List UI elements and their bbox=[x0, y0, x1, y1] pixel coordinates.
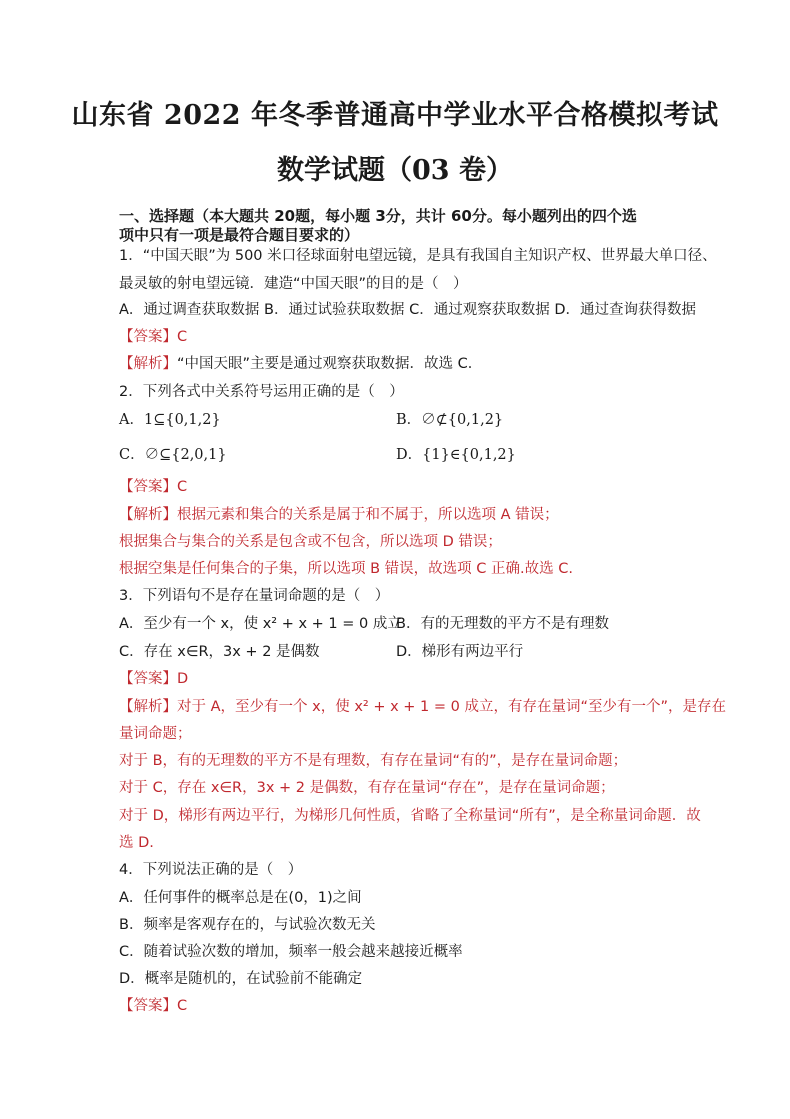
analysis-tag: 【解析】 bbox=[119, 699, 177, 715]
q3-option-c: C．存在 x∈R，3x + 2 是偶数 bbox=[119, 644, 320, 660]
q4-option-a: A．任何事件的概率总是在(0，1)之间 bbox=[119, 890, 362, 906]
q1-answer bbox=[119, 325, 187, 346]
q1-stem-line1: 1．“中国天眼”为 500 米口径球面射电望远镜，是具有我国自主知识产权、世界最大单口径、 bbox=[119, 248, 717, 264]
q3-analysis-line1 bbox=[119, 695, 726, 716]
section-heading-line1: 一、选择题（本大题共 20题，每小题 3分，共计 60分。每小题列出的四个选 bbox=[119, 207, 637, 225]
q3-answer bbox=[119, 667, 188, 688]
q1-analysis bbox=[119, 352, 482, 373]
q3-analysis-line6: 选 D. bbox=[119, 835, 154, 851]
q4-option-b: B．频率是客观存在的，与试验次数无关 bbox=[119, 917, 376, 933]
section-heading-line2: 项中只有一项是最符合题目要求的） bbox=[119, 226, 360, 244]
q2-analysis-line2: 根据集合与集合的关系是包含或不包含，所以选项 D 错误； bbox=[119, 534, 502, 550]
analysis-text: 根据元素和集合的关系是属于和不属于，所以选项 A 错误； bbox=[177, 507, 559, 523]
q3-stem: 3．下列语句不是存在量词命题的是（ ） bbox=[119, 588, 390, 604]
answer-value: C bbox=[177, 329, 188, 345]
answer-tag: 【答案】 bbox=[119, 671, 177, 687]
q3-analysis-line2: 量词命题； bbox=[119, 726, 192, 742]
q2-option-a: A．1⊆{0,1,2} bbox=[119, 412, 221, 428]
q2-option-c: C．∅⊆{2,0,1} bbox=[119, 447, 227, 463]
answer-value: D bbox=[177, 671, 189, 687]
q3-analysis-line4: 对于 C，存在 x∈R，3x + 2 是偶数，有存在量词“存在”，是存在量词命题； bbox=[119, 780, 615, 796]
q1-options: A．通过调查获取数据 B．通过试验获取数据 C．通过观察获取数据 D．通过查询获得数据 bbox=[119, 302, 696, 318]
q3-option-d: D．梯形有两边平行 bbox=[396, 644, 524, 660]
exam-subtitle: 数学试题（03 卷） bbox=[277, 155, 513, 186]
q4-option-d: D．概率是随机的，在试验前不能确定 bbox=[119, 971, 363, 987]
q4-option-c: C．随着试验次数的增加，频率一般会越来越接近概率 bbox=[119, 944, 463, 960]
q3-analysis-line3: 对于 B，有的无理数的平方不是有理数，有存在量词“有的”，是存在量词命题； bbox=[119, 753, 628, 769]
q2-analysis-line3: 根据空集是任何集合的子集，所以选项 B 错误，故选项 C 正确.故选 C. bbox=[119, 561, 573, 577]
answer-tag: 【答案】 bbox=[119, 479, 177, 495]
exam-title: 山东省 2022 年冬季普通高中学业水平合格模拟考试 bbox=[71, 100, 719, 131]
q2-option-d: D．{1}∈{0,1,2} bbox=[396, 447, 516, 463]
q4-stem: 4．下列说法正确的是（ ） bbox=[119, 862, 303, 878]
q3-option-b: B．有的无理数的平方不是有理数 bbox=[396, 616, 609, 632]
answer-value: C bbox=[177, 479, 188, 495]
q2-stem: 2．下列各式中关系符号运用正确的是（ ） bbox=[119, 384, 404, 400]
analysis-tag: 【解析】 bbox=[119, 356, 177, 372]
analysis-text: “中国天眼”主要是通过观察获取数据．故选 C． bbox=[177, 356, 483, 372]
answer-tag: 【答案】 bbox=[119, 998, 177, 1014]
q4-answer bbox=[119, 994, 187, 1015]
q2-answer bbox=[119, 475, 187, 496]
q2-option-b: B．∅⊄{0,1,2} bbox=[396, 412, 504, 428]
answer-value: C bbox=[177, 998, 188, 1014]
q3-analysis-line5: 对于 D，梯形有两边平行，为梯形几何性质，省略了全称量词“所有”，是全称量词命题．故 bbox=[119, 808, 701, 824]
q2-analysis-line1 bbox=[119, 503, 559, 524]
q1-stem-line2: 最灵敏的射电望远镜．建造“中国天眼”的目的是（ ） bbox=[119, 276, 468, 292]
answer-tag: 【答案】 bbox=[119, 329, 177, 345]
q3-option-a: A．至少有一个 x，使 x² + x + 1 = 0 成立 bbox=[119, 616, 402, 632]
analysis-text: 对于 A，至少有一个 x，使 x² + x + 1 = 0 成立，有存在量词“至少有一个”，是存在 bbox=[177, 699, 726, 715]
analysis-tag: 【解析】 bbox=[119, 507, 177, 523]
